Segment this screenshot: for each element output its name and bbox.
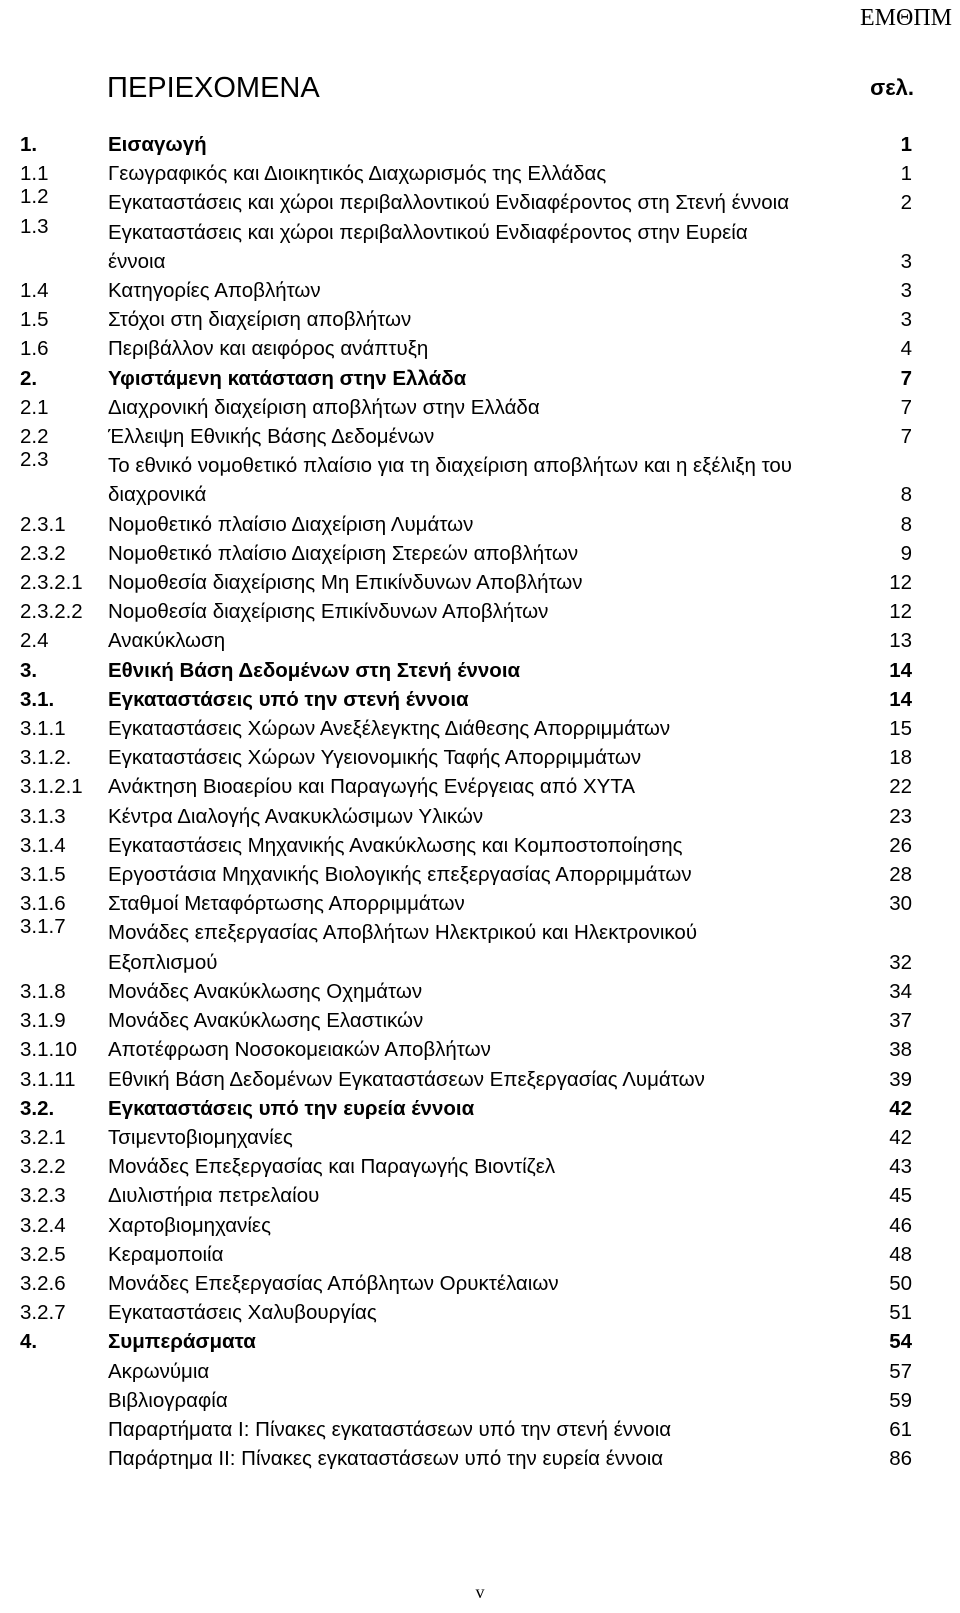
toc-entry-number: 3.1.1 <box>20 717 66 741</box>
toc-entry-title: Χαρτοβιομηχανίες <box>108 1213 271 1237</box>
toc-entry <box>0 1211 960 1240</box>
toc-entry-page: 18 <box>889 746 912 770</box>
toc-entry <box>0 1094 960 1123</box>
toc-entry-number: 1.4 <box>20 279 49 303</box>
toc-entry-page: 22 <box>889 775 912 799</box>
toc-entry <box>0 1298 960 1327</box>
toc-entry-title: Ανάκτηση Βιοαερίου και Παραγωγής Ενέργειας από ΧΥΤΑ <box>108 775 636 799</box>
toc-entry-number: 2.3.2.2 <box>20 600 83 624</box>
toc-entry-title: Σταθμοί Μεταφόρτωσης Απορριμμάτων <box>108 892 465 916</box>
toc-entry <box>0 626 960 655</box>
toc-entry <box>0 422 960 451</box>
toc-entry-page: 45 <box>889 1184 912 1208</box>
toc-entry <box>0 1357 960 1386</box>
toc-entry-title: Εγκαταστάσεις Χαλυβουργίας <box>108 1301 377 1325</box>
toc-entry <box>0 714 960 743</box>
toc-entry-title: Παραρτήματα Ι: Πίνακες εγκαταστάσεων υπό την στενή έννοια <box>108 1417 672 1441</box>
toc-entry <box>0 656 960 685</box>
toc-entry-title: Εισαγωγή <box>108 133 207 156</box>
toc-entry-number: 1. <box>20 133 38 156</box>
toc-entry <box>0 185 960 217</box>
toc-entry-number: 3.1.5 <box>20 863 66 887</box>
toc-entry <box>0 1327 960 1356</box>
toc-entry-number: 1.6 <box>20 337 49 361</box>
toc-entry <box>0 364 960 393</box>
toc-entry-title: Στόχοι στη διαχείριση αποβλήτων <box>108 308 412 332</box>
toc-entry <box>0 1181 960 1210</box>
toc-entry-page: 12 <box>889 600 912 624</box>
toc-entry <box>0 1269 960 1298</box>
toc-entry-title: Γεωγραφικός και Διοικητικός Διαχωρισμός της Ελλάδας <box>108 162 607 186</box>
toc-entry-page: 50 <box>889 1271 912 1295</box>
toc-entry-page: 59 <box>889 1388 912 1412</box>
toc-entry-number: 3.1. <box>20 687 55 711</box>
toc-entry-number: 4. <box>20 1330 38 1354</box>
toc-entry-page: 12 <box>889 571 912 595</box>
toc-entry-page: 61 <box>889 1417 912 1441</box>
toc-entry-number: 1.2 <box>20 185 49 209</box>
toc-entry-number: 3.2.7 <box>20 1301 66 1325</box>
toc-entry-title: Έλλειψη Εθνικής Βάσης Δεδομένων <box>108 425 435 449</box>
toc-entry <box>0 1415 960 1444</box>
toc-entry-number: 3.1.8 <box>20 979 66 1003</box>
toc-entry-number: 1.3 <box>20 214 49 238</box>
toc-entry-title: Εγκαταστάσεις και χώροι περιβαλλοντικού Ενδιαφέροντος στη Στενή έννοια <box>108 191 790 215</box>
toc-entry-title: Νομοθεσία διαχείρισης Μη Επικίνδυνων Αποβλήτων <box>108 571 583 595</box>
toc-entry-title: Νομοθετικό πλαίσιο Διαχείριση Στερεών αποβλήτων <box>108 541 579 565</box>
toc-entry <box>0 1065 960 1094</box>
toc-entry-page: 42 <box>889 1125 912 1149</box>
toc-entry-page: 26 <box>889 833 912 857</box>
toc-entry-title: Διαχρονική διαχείριση αποβλήτων στην Ελλάδα <box>108 395 540 419</box>
toc-entry-number: 3.1.11 <box>20 1067 76 1091</box>
toc-entry-page: 7 <box>900 395 912 419</box>
toc-entry-page: 3 <box>900 279 912 303</box>
toc-entry <box>0 685 960 714</box>
toc-entry-number: 2.2 <box>20 425 49 449</box>
toc-entry-number: 2.4 <box>20 629 49 653</box>
toc-entry-number: 3.2.6 <box>20 1271 66 1295</box>
toc-entry-title: Εγκαταστάσεις Μηχανικής Ανακύκλωσης και Κομποστοποίησης <box>108 833 683 857</box>
toc-entry-title: Μονάδες Επεξεργασίας και Παραγωγής Βιοντίζελ <box>108 1155 556 1179</box>
toc-entry-page: 37 <box>889 1009 912 1033</box>
toc-entry-page: 4 <box>900 337 912 361</box>
toc-entry <box>0 743 960 772</box>
toc-entry <box>0 568 960 597</box>
toc-entry-page: 13 <box>889 629 912 653</box>
toc-entry-page: 3 <box>900 249 912 273</box>
toc-entry-page: 3 <box>900 308 912 332</box>
toc-entry <box>0 159 960 188</box>
toc-entry-number: 3.1.4 <box>20 833 66 857</box>
toc-entry-title: Εγκαταστάσεις Χώρων Υγειονομικής Ταφής Απορριμμάτων <box>108 746 642 770</box>
toc-entry-title: Εγκαταστάσεις υπό την ευρεία έννοια <box>108 1096 475 1120</box>
toc-entry-number: 3.2.3 <box>20 1184 66 1208</box>
page-number-footer: v <box>475 1582 485 1602</box>
toc-entry-title: Μονάδες Επεξεργασίας Απόβλητων Ορυκτέλαιων <box>108 1271 559 1295</box>
toc-entry-page: 1 <box>900 133 912 156</box>
toc-entry <box>0 510 960 539</box>
toc-entry <box>0 802 960 831</box>
toc-entry-page: 8 <box>900 512 912 536</box>
toc-entry-title: Μονάδες Ανακύκλωσης Οχημάτων <box>108 979 423 1003</box>
toc-entry-page: 39 <box>889 1067 912 1091</box>
toc-entry <box>0 977 960 1006</box>
toc-entry-page: 42 <box>889 1096 912 1120</box>
toc-entry <box>0 276 960 305</box>
toc-entry-title: Τσιμεντοβιομηχανίες <box>108 1125 293 1149</box>
toc-entry-number: 3.1.2.1 <box>20 775 83 799</box>
toc-entry-page: 7 <box>900 425 912 449</box>
toc-entry <box>0 448 960 509</box>
toc-entry-title: Υφιστάμενη κατάσταση στην Ελλάδα <box>108 366 467 390</box>
toc-entry-page: 8 <box>900 483 912 507</box>
toc-entry-title: Εθνική Βάση Δεδομένων Εγκαταστάσεων Επεξεργασίας Λυμάτων <box>108 1067 705 1091</box>
toc-entry-number: 3.2.5 <box>20 1242 66 1266</box>
toc-entry <box>0 1386 960 1415</box>
toc-entry-title: Παράρτημα ΙΙ: Πίνακες εγκαταστάσεων υπό την ευρεία έννοια <box>108 1447 664 1471</box>
toc-entry-title: Μονάδες επεξεργασίας Αποβλήτων Ηλεκτρικού και Ηλεκτρονικού Εξοπλισμού <box>108 921 698 974</box>
toc-entry-page: 2 <box>900 191 912 215</box>
toc-entry-page: 48 <box>889 1242 912 1266</box>
toc-entry-page: 14 <box>889 658 912 682</box>
toc-entry-title: Κεραμοποιία <box>108 1242 224 1266</box>
toc-entry <box>0 1152 960 1181</box>
toc-entry <box>0 915 960 976</box>
toc-entry-number: 1.1 <box>20 162 49 186</box>
toc-entry-page: 43 <box>889 1155 912 1179</box>
toc-entry-title: Συμπεράσματα <box>108 1330 256 1354</box>
toc-entry-number: 3.1.10 <box>20 1038 77 1062</box>
toc-entry-title: Ανακύκλωση <box>108 629 226 653</box>
toc-entry-page: 9 <box>900 541 912 565</box>
toc-entry <box>0 1006 960 1035</box>
toc-entry-number: 3.1.9 <box>20 1009 66 1033</box>
toc-entry-title: Μονάδες Ανακύκλωσης Ελαστικών <box>108 1009 424 1033</box>
toc-entry-number: 2.3.2 <box>20 541 66 565</box>
toc-entry-page: 46 <box>889 1213 912 1237</box>
toc-entry-title: Διυλιστήρια πετρελαίου <box>108 1184 320 1208</box>
toc-entry-title: Νομοθετικό πλαίσιο Διαχείριση Λυμάτων <box>108 512 474 536</box>
toc-entry <box>0 334 960 363</box>
toc-entry-title: Το εθνικό νομοθετικό πλαίσιο για τη διαχείριση αποβλήτων και η εξέλιξη του διαχρονικά <box>108 454 792 507</box>
toc-entry-title: Ακρωνύμια <box>108 1359 210 1383</box>
toc-entry <box>0 305 960 334</box>
toc-entry <box>0 597 960 626</box>
toc-entry-number: 3.1.2. <box>20 746 72 770</box>
toc-entry <box>0 1123 960 1152</box>
toc-entry-number: 2.1 <box>20 395 49 419</box>
toc-entry <box>0 539 960 568</box>
toc-entry-page: 51 <box>889 1301 912 1325</box>
toc-entry-title: Εγκαταστάσεις και χώροι περιβαλλοντικού Ενδιαφέροντος στην Ευρεία έννοια <box>108 220 748 273</box>
toc-entry-number: 3.2.4 <box>20 1213 66 1237</box>
toc-entry <box>0 772 960 801</box>
toc-entry-number: 3.2. <box>20 1096 55 1120</box>
toc-entry-title: Εγκαταστάσεις Χώρων Ανεξέλεγκτης Διάθεσης Απορριμμάτων <box>108 717 671 741</box>
toc-entry-title: Εγκαταστάσεις υπό την στενή έννοια <box>108 687 469 711</box>
toc-entry <box>0 860 960 889</box>
toc-entry-page: 57 <box>889 1359 912 1383</box>
toc-entry-page: 38 <box>889 1038 912 1062</box>
toc-entry-page: 1 <box>900 162 912 186</box>
document-header: ΕΜΘΠΜ <box>859 5 952 31</box>
toc-entry-title: Βιβλιογραφία <box>108 1388 228 1412</box>
toc-entry <box>0 889 960 918</box>
toc-entry <box>0 1035 960 1064</box>
toc-entry-number: 2.3.2.1 <box>20 571 83 595</box>
toc-entry-page: 28 <box>889 863 912 887</box>
toc-entry-number: 3.2.2 <box>20 1155 66 1179</box>
toc-entry <box>0 214 960 276</box>
toc-entry-title: Εργοστάσια Μηχανικής Βιολογικής επεξεργασίας Απορριμμάτων <box>108 863 692 887</box>
toc-entry-number: 2.3 <box>20 448 49 472</box>
toc-entry-title: Νομοθεσία διαχείρισης Επικίνδυνων Αποβλήτων <box>108 600 549 624</box>
toc-entry-number: 3. <box>20 658 38 682</box>
toc-entry-page: 30 <box>889 892 912 916</box>
toc-entry-number: 3.1.3 <box>20 804 66 828</box>
toc-entry-title: Περιβάλλον και αειφόρος ανάπτυξη <box>108 337 429 361</box>
page-title: ΠΕΡΙΕΧΟΜΕΝΑ <box>107 72 320 104</box>
table-of-contents <box>0 130 960 1473</box>
toc-entry-page: 54 <box>889 1330 912 1354</box>
toc-entry <box>0 1240 960 1269</box>
toc-entry-page: 15 <box>889 717 912 741</box>
toc-entry-number: 3.1.7 <box>20 915 66 939</box>
toc-entry <box>0 831 960 860</box>
toc-entry-number: 2. <box>20 366 38 390</box>
toc-entry-title: Κατηγορίες Αποβλήτων <box>108 279 321 303</box>
toc-entry-page: 23 <box>889 804 912 828</box>
toc-entry <box>0 1444 960 1473</box>
toc-entry-page: 86 <box>889 1447 912 1471</box>
toc-entry-number: 3.1.6 <box>20 892 66 916</box>
page-column-label: σελ. <box>870 75 914 100</box>
toc-entry-number: 2.3.1 <box>20 512 66 536</box>
toc-entry-page: 14 <box>889 687 912 711</box>
toc-entry-title: Αποτέφρωση Νοσοκομειακών Αποβλήτων <box>108 1038 491 1062</box>
toc-entry-number: 1.5 <box>20 308 49 332</box>
toc-entry <box>0 130 960 159</box>
toc-entry-page: 34 <box>889 979 912 1003</box>
toc-entry <box>0 393 960 422</box>
toc-entry-title: Κέντρα Διαλογής Ανακυκλώσιμων Υλικών <box>108 804 484 828</box>
toc-entry-page: 32 <box>889 950 912 974</box>
toc-entry-page: 7 <box>900 366 912 390</box>
toc-entry-title: Εθνική Βάση Δεδομένων στη Στενή έννοια <box>108 658 521 682</box>
toc-entry-number: 3.2.1 <box>20 1125 66 1149</box>
